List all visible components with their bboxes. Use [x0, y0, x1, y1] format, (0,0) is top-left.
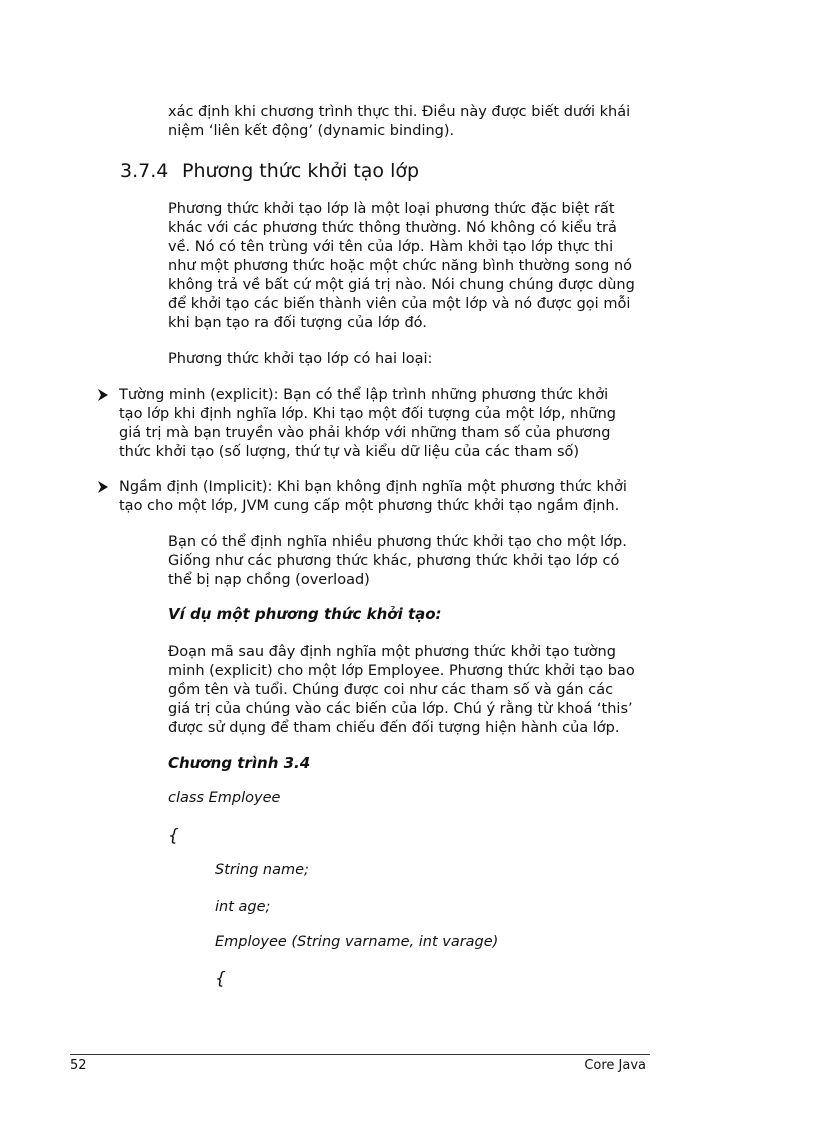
paragraph-line: không trả về bất cứ một giá trị nào. Nói chung chúng được dùng: [168, 277, 635, 293]
paragraph-line: Phương thức khởi tạo lớp là một loại phương thức đặc biệt rất: [168, 201, 615, 217]
code-line: {: [215, 969, 226, 989]
paragraph-line: khi bạn tạo ra đối tượng của lớp đó.: [168, 315, 427, 331]
bullet-text: [119, 478, 649, 516]
paragraph-example-description: [168, 643, 648, 738]
bullet-line: Tường minh (explicit): Bạn có thể lập trình những phương thức khởi: [119, 387, 609, 403]
paragraph-line: Giống như các phương thức khác, phương thức khởi tạo lớp có: [168, 553, 620, 569]
example-heading: Ví dụ một phương thức khởi tạo:: [168, 605, 442, 623]
arrow-bullet-icon: [97, 388, 109, 402]
section-number: 3.7.4: [120, 160, 169, 182]
intro-line: xác định khi chương trình thực thi. Điều này được biết dưới khái: [168, 104, 631, 120]
paragraph-line: Bạn có thể định nghĩa nhiều phương thức khởi tạo cho một lớp.: [168, 534, 627, 550]
footer-divider: [70, 1054, 650, 1055]
bullet-line: tạo lớp khi định nghĩa lớp. Khi tạo một đối tượng của một lớp, những: [119, 406, 617, 422]
paragraph-line: để khởi tạo các biến thành viên của một lớp và nó được gọi mỗi: [168, 296, 631, 312]
paragraph-line: thể bị nạp chồng (overload): [168, 572, 370, 588]
bullet-line: giá trị mà bạn truyền vào phải khớp với những tham số của phương: [119, 425, 611, 441]
bullet-implicit: [97, 478, 649, 516]
bullet-line: tạo cho một lớp, JVM cung cấp một phương thức khởi tạo ngầm định.: [119, 498, 620, 514]
paragraph-overload: [168, 533, 648, 590]
bullet-explicit: [97, 386, 649, 462]
arrow-bullet-icon: [97, 480, 109, 494]
paragraph-line: gồm tên và tuổi. Chúng được coi như các tham số và gán các: [168, 682, 614, 698]
paragraph-line: được sử dụng để tham chiếu đến đối tượng hiện hành của lớp.: [168, 720, 620, 736]
book-title: Core Java: [584, 1058, 646, 1073]
program-label: Chương trình 3.4: [168, 754, 311, 772]
bullet-line: Ngầm định (Implicit): Khi bạn không định nghĩa một phương thức khởi: [119, 479, 627, 495]
code-line: class Employee: [168, 790, 281, 806]
code-line: String name;: [215, 862, 309, 878]
paragraph-line: Đoạn mã sau đây định nghĩa một phương thức khởi tạo tường: [168, 644, 616, 660]
intro-paragraph: [168, 103, 648, 141]
code-line: int age;: [215, 899, 271, 915]
code-line: {: [168, 826, 179, 846]
paragraph-line: minh (explicit) cho một lớp Employee. Phương thức khởi tạo bao: [168, 663, 635, 679]
code-line: Employee (String varname, int varage): [215, 934, 499, 950]
bullet-line: thức khởi tạo (số lượng, thứ tự và kiểu dữ liệu của các tham số): [119, 444, 580, 460]
page-number: 52: [70, 1058, 87, 1073]
bullet-text: [119, 386, 649, 462]
section-heading: [120, 158, 419, 184]
paragraph-line: về. Nó có tên trùng với tên của lớp. Hàm khởi tạo lớp thực thi: [168, 239, 614, 255]
section-title: Phương thức khởi tạo lớp: [182, 160, 420, 182]
paragraph-types-intro: Phương thức khởi tạo lớp có hai loại:: [168, 351, 433, 367]
intro-line: niệm ‘liên kết động’ (dynamic binding).: [168, 123, 455, 139]
paragraph-line: như một phương thức hoặc một chức năng bình thường song nó: [168, 258, 633, 274]
paragraph-line: khác với các phương thức thông thường. Nó không có kiểu trả: [168, 220, 617, 236]
paragraph-line: giá trị của chúng vào các biến của lớp. Chú ý rằng từ khoá ‘this’: [168, 701, 633, 717]
paragraph-definition: [168, 200, 648, 333]
